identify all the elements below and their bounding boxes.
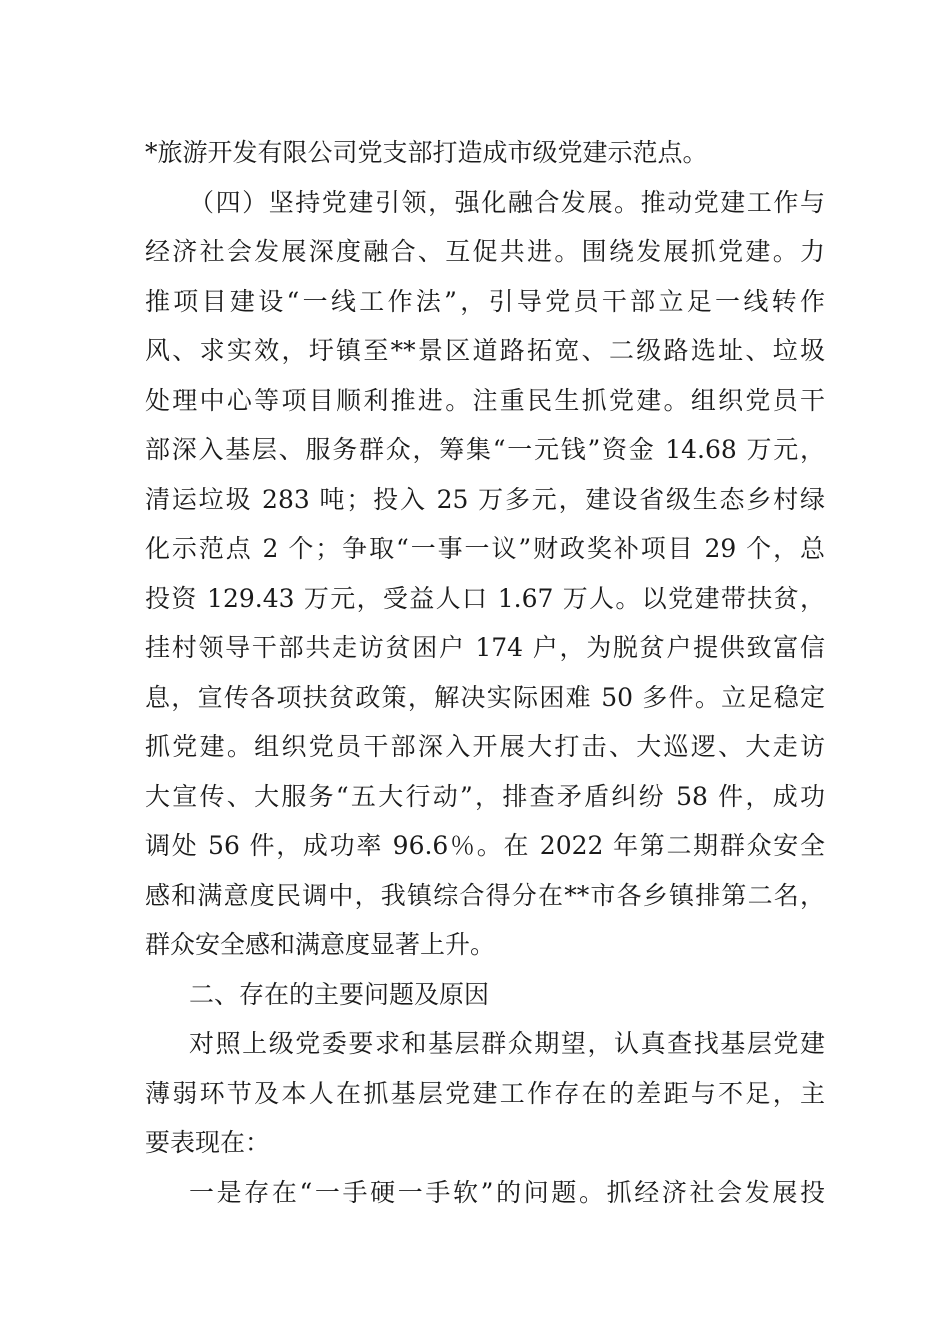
section-heading: 二、存在的主要问题及原因 — [189, 979, 490, 1009]
text-line-4: 推项目建设“一线工作法”，引导党员干部立足一线转作 — [145, 286, 825, 316]
text-line-20: 薄弱环节及本人在抓基层党建工作存在的差距与不足，主 — [145, 1078, 825, 1108]
text-line-19: 对照上级党委要求和基层群众期望，认真查找基层党建 — [189, 1029, 825, 1058]
text-line-2: （四）坚持党建引领，强化融合发展。推动党建工作与 — [189, 187, 825, 217]
text-line-1: *旅游开发有限公司党支部打造成市级党建示范点。 — [145, 138, 708, 167]
text-line-21: 要表现在： — [145, 1128, 271, 1157]
text-line-13: 抓党建。组织党员干部深入开展大打击、大巡逻、大走访 — [145, 732, 825, 761]
text-line-12: 息，宣传各项扶贫政策，解决实际困难 50 多件。立足稳定 — [145, 682, 825, 712]
text-line-17: 群众安全感和满意度显著上升。 — [145, 930, 496, 959]
document-page — [145, 128, 825, 1217]
text-line-10: 投资 129.43 万元，受益人口 1.67 万人。以党建带扶贫， — [145, 583, 825, 613]
text-line-6: 处理中心等项目顺利推进。注重民生抓党建。组织党员干 — [145, 385, 825, 415]
text-line-16: 感和满意度民调中，我镇综合得分在**市各乡镇排第二名， — [145, 880, 825, 910]
text-line-15: 调处 56 件，成功率 96.6％。在 2022 年第二期群众安全 — [145, 831, 825, 860]
text-line-7: 部深入基层、服务群众，筹集“一元钱”资金 14.68 万元， — [145, 435, 825, 464]
text-line-3: 经济社会发展深度融合、互促共进。围绕发展抓党建。力 — [145, 237, 825, 266]
text-line-5: 风、求实效，圩镇至**景区道路拓宽、二级路选址、垃圾 — [145, 336, 825, 365]
text-line-9: 化示范点 2 个；争取“一事一议”财政奖补项目 29 个，总 — [145, 534, 825, 563]
text-line-14: 大宣传、大服务“五大行动”，排查矛盾纠纷 58 件，成功 — [145, 781, 825, 811]
text-line-11: 挂村领导干部共走访贫困户 174 户，为脱贫户提供致富信 — [145, 633, 825, 662]
text-line-22: 一是存在“一手硬一手软”的问题。抓经济社会发展投 — [189, 1177, 825, 1207]
text-line-8: 清运垃圾 283 吨；投入 25 万多元，建设省级生态乡村绿 — [145, 484, 825, 514]
